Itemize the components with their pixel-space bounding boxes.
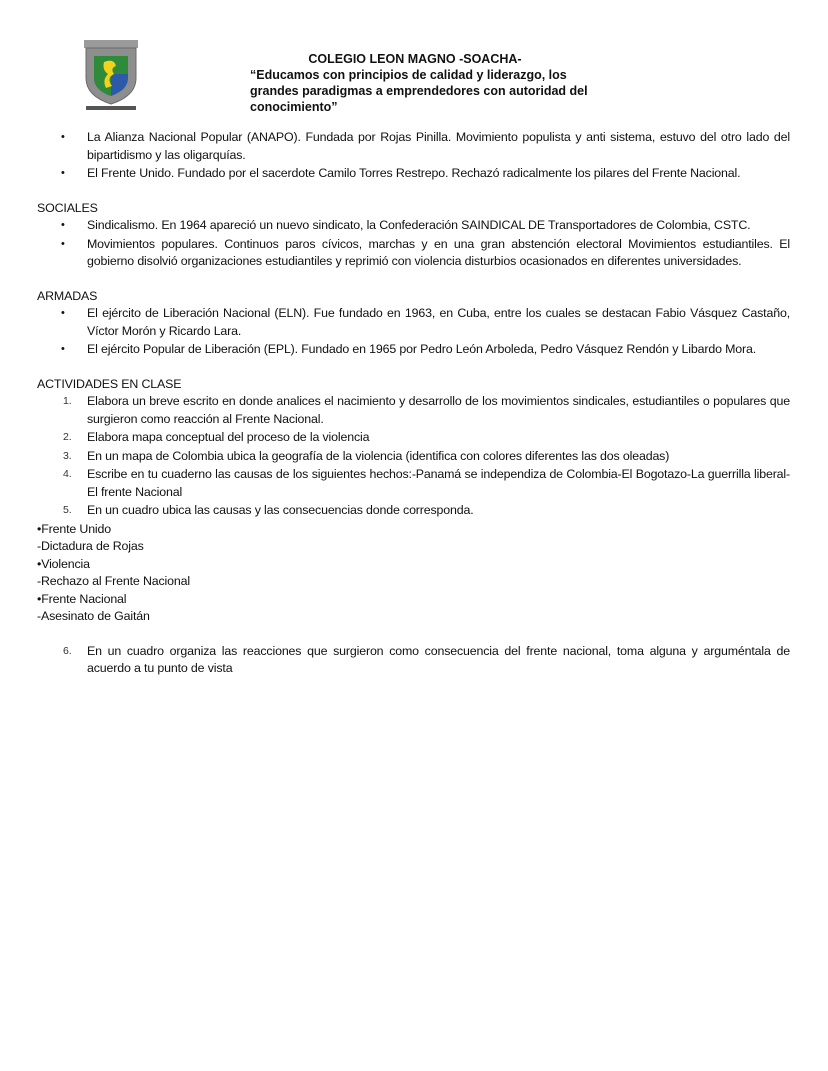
social-movements-list [37, 217, 790, 271]
item-text: En un cuadro organiza las reacciones que surgieron como consecuencia del frente nacional, toma alguna y arguméntala de acuerdo a tu punto de vista [87, 643, 790, 675]
item-text: El Frente Unido. Fundado por el sacerdote Camilo Torres Restrepo. Rechazó radicalmente los pilares del Frente Nacional. [87, 166, 741, 180]
item-text: El ejército de Liberación Nacional (ELN). Fue fundado en 1963, en Cuba, entre los cuales se destacan Fabio Vásquez Castaño, Víctor Morón y Ricardo Lara. [87, 306, 790, 338]
document-body [37, 129, 790, 679]
bullet-icon: • [61, 219, 65, 231]
list-item [37, 165, 790, 183]
activities-list [37, 393, 790, 520]
item-text: En un mapa de Colombia ubica la geografía de la violencia (identifica con colores diferentes las dos oleadas) [87, 448, 670, 463]
item-text: Movimientos populares. Continuos paros cívicos, marchas y en una gran abstención electoral Movimientos estudiantiles. El gobierno disolvió organizaciones estudiantiles y reprimió con violencia disturbios ocasionados en diferentes universidades. [87, 236, 790, 268]
school-tagline: “Educamos con principios de calidad y liderazgo, los grandes paradigmas a emprendedores con autoridad del conocimiento” [250, 68, 588, 114]
list-item [37, 236, 790, 271]
list-line: •Frente Unido [37, 521, 112, 536]
item-text: La Alianza Nacional Popular (ANAPO). Fundada por Rojas Pinilla. Movimiento populista y anti sistema, estuvo del otro lado del bipartidismo y las oligarquías. [87, 130, 790, 162]
activity-item [37, 502, 790, 520]
item-number: 3. [63, 449, 72, 462]
list-line: -Asesinato de Gaitán [37, 609, 150, 623]
bullet-icon: • [61, 343, 65, 355]
bullet-icon: • [61, 131, 65, 143]
list-item [37, 341, 790, 359]
school-crest-logo [80, 38, 142, 114]
item-number: 2. [63, 431, 72, 443]
item-number: 1. [63, 395, 72, 407]
school-name: COLEGIO LEON MAGNO -SOACHA- [308, 52, 522, 66]
spacer [37, 626, 790, 643]
activity-item [37, 393, 790, 428]
causes-consequences-list [37, 521, 790, 626]
bullet-icon: • [61, 167, 65, 179]
item-number: 6. [63, 644, 72, 657]
section-heading-actividades: ACTIVIDADES EN CLASE [37, 376, 182, 391]
armed-movements-list [37, 305, 790, 359]
section-heading-armadas: ARMADAS [37, 288, 98, 303]
item-text: Elabora mapa conceptual del proceso de la violencia [87, 430, 370, 444]
political-movements-list [37, 129, 790, 183]
item-number: 4. [63, 468, 72, 480]
item-text: El ejército Popular de Liberación (EPL). Fundado en 1965 por Pedro León Arboleda, Pedro Vásquez Rendón y Libardo Mora. [87, 342, 757, 356]
activities-list-continued [37, 643, 790, 678]
item-text: Elabora un breve escrito en donde analices el nacimiento y desarrollo de los movimientos sindicales, estudiantiles o populares que surgieron como reacción al Frente Nacional. [87, 394, 790, 426]
list-line: •Violencia [37, 556, 90, 571]
item-number: 5. [63, 504, 72, 516]
activity-item [37, 429, 790, 447]
list-line: -Dictadura de Rojas [37, 539, 144, 553]
activity-item [37, 466, 790, 501]
item-text: En un cuadro ubica las causas y las consecuencias donde corresponda. [87, 503, 474, 517]
bullet-icon: • [61, 307, 65, 319]
list-line: •Frente Nacional [37, 591, 127, 606]
list-item [37, 129, 790, 164]
list-item [37, 217, 790, 235]
activity-item [37, 448, 790, 466]
section-heading-sociales: SOCIALES [37, 200, 98, 215]
item-text: Sindicalismo. En 1964 apareció un nuevo sindicato, la Confederación SAINDICAL DE Transportadores de Colombia, CSTC. [87, 218, 751, 232]
item-text: Escribe en tu cuaderno las causas de los siguientes hechos:-Panamá se independiza de Colombia-El Bogotazo-La guerrilla liberal-El frente Nacional [87, 467, 790, 499]
bullet-icon: • [61, 237, 65, 250]
list-item [37, 305, 790, 340]
list-line: -Rechazo al Frente Nacional [37, 574, 190, 588]
activity-item [37, 643, 790, 678]
